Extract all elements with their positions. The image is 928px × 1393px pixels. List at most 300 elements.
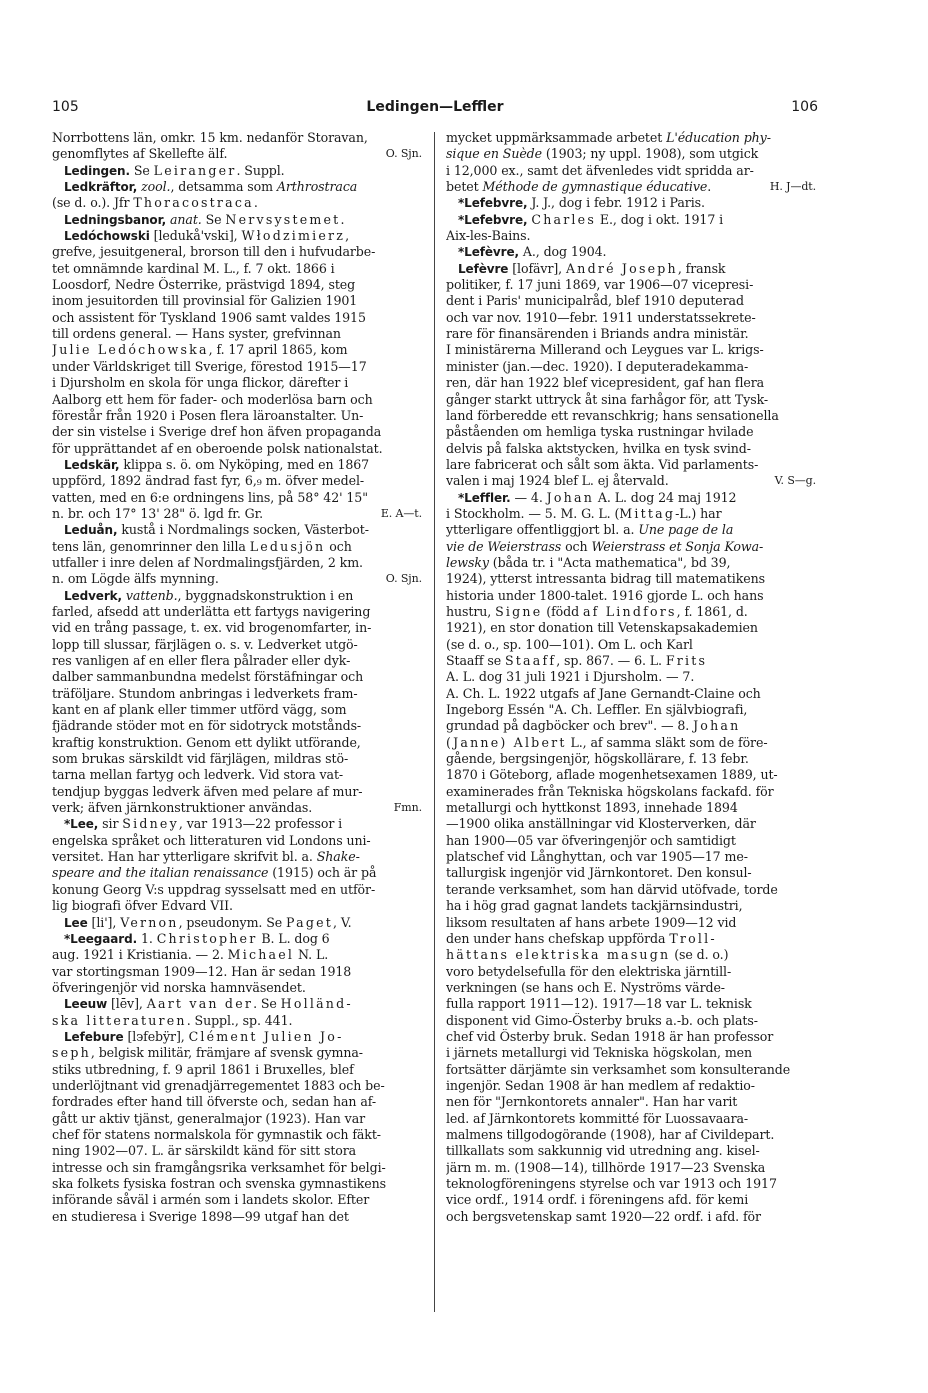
text-segment: uppförd, 1892 ändrad fast fyr, 6,₉ m. öfver medel- — [52, 473, 365, 489]
text-segment: E., dog i okt. 1917 i — [595, 211, 724, 227]
text-line — [52, 816, 422, 832]
text-line — [446, 735, 816, 751]
text-segment: utfaller i inre delen af Nordmalingsfjärden, 2 km. — [52, 554, 363, 570]
text-segment: [lэfebÿr], — [123, 1028, 189, 1044]
text-segment: ska folkets fysiska fostran och svenska gymnastikens — [52, 1176, 387, 1191]
text-segment: mycket uppmärksammade arbetet — [446, 130, 667, 145]
text-segment: Staaff se — [446, 653, 505, 668]
text-line — [52, 228, 422, 244]
text-line — [52, 849, 422, 865]
text-line — [52, 653, 422, 669]
text-line — [446, 522, 816, 538]
text-line — [52, 179, 422, 195]
author-signature: H. J—dt. — [769, 180, 816, 194]
text-segment: , — [345, 228, 350, 244]
text-segment: Frits — [665, 653, 708, 668]
text-line — [52, 898, 422, 914]
text-segment: 1921), en stor donation till Vetenskapsakademien — [446, 620, 758, 636]
text-segment: ingenjör. Sedan 1908 är han medlem af redaktio- — [446, 1077, 755, 1093]
text-segment: lopp till slussar, färjlägen o. s. v. Ledverket utgö- — [52, 636, 358, 652]
text-segment: (se d. o.) — [670, 947, 729, 963]
text-line — [52, 1013, 422, 1029]
text-segment: led. af Järnkontorets kommitté för Luossavaara- — [446, 1110, 749, 1126]
text-line — [446, 342, 816, 358]
text-segment: res vanligen af en eller flera pålrader eller dyk- — [52, 653, 351, 668]
text-segment: B. L. dog 6 — [257, 930, 330, 946]
text-segment: Christopher — [156, 930, 258, 946]
text-line — [446, 686, 816, 702]
text-segment: . Suppl., sp. 441. — [186, 1012, 293, 1028]
text-segment: liksom resultaten af hans arbete 1909—12 vid — [446, 914, 737, 930]
entry-headword: Lefèvre — [458, 261, 509, 276]
text-line — [52, 293, 422, 309]
text-segment: tillkallats som sakkunnig vid utredning ang. kisel- — [446, 1143, 760, 1159]
text-segment: [li'], — [87, 914, 121, 930]
text-line — [446, 1127, 816, 1143]
text-line — [52, 947, 422, 963]
text-segment: vice ordf., 1914 ordf. i föreningens afd. för kemi — [446, 1192, 749, 1208]
text-line — [52, 931, 422, 947]
text-segment: Aix-les-Bains. — [446, 228, 531, 244]
text-segment: lare fabricerat och sålt som äkta. Vid parlaments- — [446, 456, 759, 472]
text-line — [52, 375, 422, 391]
text-segment: Mittag — [619, 505, 676, 521]
entry-headword: Ledóchowski — [64, 229, 150, 244]
text-segment: Vernon — [120, 914, 179, 930]
text-segment: Shake- — [316, 849, 360, 865]
text-segment: terande verksamhet, som han därvid utöfvade, torde — [446, 881, 778, 897]
text-segment: , detsamma som — [170, 179, 277, 195]
text-line — [52, 882, 422, 898]
text-line — [52, 751, 422, 767]
text-segment: chef vid Österby bruk. Sedan 1918 är han professor — [446, 1028, 774, 1044]
text-segment: sir — [98, 816, 123, 832]
text-line — [52, 1062, 422, 1078]
text-segment: intresse och sin framgångsrika verksamhet för belgi- — [52, 1159, 386, 1175]
text-segment: rare för finansärenden i Briands andra ministär. — [446, 326, 749, 342]
text-line — [446, 669, 816, 685]
text-line — [446, 277, 816, 293]
text-segment: , fransk — [677, 260, 726, 276]
text-segment: ska litteraturen — [52, 1012, 187, 1028]
text-segment: [lofävr], — [508, 260, 566, 276]
text-line — [52, 980, 422, 996]
text-segment: under Världskriget till Sverige, förestod 1915—17 — [52, 358, 367, 374]
text-segment: aug. 1921 i Kristiania. — 2. — [52, 947, 228, 963]
text-segment: verk; äfven järnkonstruktioner användas. — [52, 800, 313, 816]
text-segment: fordrades efter hand till öfverste och, sedan han af- — [52, 1094, 377, 1110]
text-segment: Aart van der — [146, 996, 254, 1012]
text-line — [446, 146, 816, 162]
text-line — [446, 849, 816, 865]
text-segment: (se d. o., sp. 100—101). Om L. och Karl — [446, 636, 693, 652]
text-segment: (född — [542, 603, 583, 619]
text-line — [446, 915, 816, 931]
text-line — [52, 310, 422, 326]
text-segment: till ordens general. — Hans syster, grefvinnan — [52, 326, 341, 342]
text-segment: Clément Julien Jo- — [188, 1028, 344, 1044]
text-segment: anat. — [170, 211, 202, 227]
text-segment: speare and the italian renaissance — [52, 865, 269, 881]
text-line — [446, 261, 816, 277]
text-segment: han 1900—05 var öfveringenjör och samtidigt — [446, 832, 736, 848]
text-line — [52, 620, 422, 636]
text-segment: examinerades från Tekniska högskolans fackafd. för — [446, 783, 774, 799]
text-segment: , belgisk militär, främjare af svensk gymna- — [90, 1045, 363, 1061]
entry-headword: Ledskär, — [64, 457, 120, 472]
text-segment: förestår från 1920 i Posen flera läroanstalter. Un- — [52, 407, 364, 423]
text-segment: . — [707, 179, 712, 195]
page-header — [52, 98, 818, 116]
text-segment: dent i Paris' municipalråd, blef 1910 deputerad — [446, 293, 744, 309]
text-line — [52, 735, 422, 751]
text-segment: A. L. dog 24 maj 1912 — [594, 489, 737, 505]
text-line — [446, 457, 816, 473]
text-line — [446, 1045, 816, 1061]
text-line — [446, 833, 816, 849]
text-segment: och var nov. 1910—febr. 1911 understatssekrete- — [446, 309, 756, 325]
text-segment: L'éducation phy- — [666, 130, 771, 145]
text-segment: hustru, — [446, 603, 496, 619]
text-line — [446, 293, 816, 309]
text-segment: Aalborg ett hem för fader- och moderlösa barn och — [52, 391, 373, 407]
text-segment: tallurgisk ingenjör vid Järnkontoret. Den konsul- — [446, 865, 752, 881]
text-segment: ha i hög grad gagnat landets tackjärnsindustri, — [446, 898, 743, 914]
text-segment: Une page de la — [638, 522, 734, 538]
text-segment: . — [340, 211, 345, 227]
text-segment: , sp. 867. — 6. L. — [556, 653, 666, 668]
text-segment: underlöjtnant vid grenadjärregementet 1883 och be- — [52, 1077, 385, 1093]
text-segment: Ingeborg Essén "A. Ch. Leffler. En självbiografi, — [446, 702, 748, 718]
text-line — [52, 833, 422, 849]
text-segment: kraftig konstruktion. Genom ett dylikt utförande, — [52, 734, 361, 750]
text-line — [446, 490, 816, 506]
text-segment: en studieresa i Sverige 1898—99 utgaf han det — [52, 1208, 349, 1224]
text-line — [446, 784, 816, 800]
text-line — [446, 212, 816, 228]
text-segment: Se — [129, 162, 154, 178]
text-line — [52, 359, 422, 375]
entry-headword: Lee — [64, 915, 88, 930]
text-segment: dalber sammanbundna medelst förstäfningar och — [52, 669, 364, 685]
text-segment: teknologföreningens styrelse och var 1913 och 1917 — [446, 1176, 777, 1191]
text-line — [52, 539, 422, 555]
text-segment: inom jesuitorden till provinsial för Galizien 1901 — [52, 293, 358, 309]
text-segment: och bergsvetenskap samt 1920—22 ordf. i afd. för — [446, 1208, 761, 1224]
text-line — [446, 1209, 816, 1225]
entry-headword: *Lee, — [64, 817, 99, 832]
text-line — [446, 359, 816, 375]
text-line — [52, 1176, 422, 1192]
text-line — [52, 1029, 422, 1045]
text-line — [446, 588, 816, 604]
text-line — [52, 555, 422, 571]
text-line — [52, 244, 422, 260]
text-segment: 1924), ytterst intressanta bidrag till matematikens — [446, 571, 765, 587]
text-segment: (Janne) Albert — [446, 734, 567, 750]
text-line — [52, 865, 422, 881]
text-line — [446, 392, 816, 408]
text-segment: delvis på falska aktstycken, hvilka en tysk svind- — [446, 440, 751, 456]
text-segment: [ledukå'vski], — [149, 228, 242, 244]
text-segment: vid en trång passage, t. ex. vid brogenomfarter, in- — [52, 620, 372, 636]
text-segment: ning 1902—07. L. är särskildt känd för sitt stora — [52, 1143, 357, 1159]
text-segment: Weierstrass et Sonja Kowa- — [591, 538, 764, 554]
text-line — [446, 1029, 816, 1045]
author-signature: O. Sjn. — [385, 147, 422, 161]
text-line — [446, 375, 816, 391]
text-segment: land förberedde ett revanschkrig; hans sensationella — [446, 407, 779, 423]
text-line — [52, 163, 422, 179]
author-signature: Fmn. — [393, 801, 422, 815]
text-line — [52, 424, 422, 440]
text-segment: tet omnämnde kardinal M. L., f. 7 okt. 1866 i — [52, 260, 335, 276]
text-segment: som brukas särskildt vid färjlägen, mildras stö- — [52, 751, 349, 767]
text-segment: . — [253, 195, 258, 211]
text-line — [52, 392, 422, 408]
text-segment: Arthrostraca — [276, 179, 358, 195]
text-segment: hättans elektriska masugn — [446, 947, 671, 963]
text-segment: Se — [201, 211, 226, 227]
text-line — [446, 228, 816, 244]
text-segment: genomflytes af Skellefte älf. — [52, 146, 228, 162]
text-segment: kant en af plank eller timmer utförd vägg, som — [52, 702, 347, 718]
text-segment: verkningen (se hans och E. Nyströms värde- — [446, 979, 725, 995]
text-line — [52, 1078, 422, 1094]
text-segment: och — [325, 538, 352, 554]
text-line — [52, 767, 422, 783]
entry-headword: Ledkräftor, — [64, 180, 138, 195]
text-segment: A. L. dog 31 juli 1921 i Djursholm. — 7. — [446, 669, 695, 685]
text-line — [446, 767, 816, 783]
text-segment: fortsätter därjämte sin verksamhet som konsulterande — [446, 1061, 791, 1077]
text-line — [446, 195, 816, 211]
text-segment: tens län, genomrinner den lilla — [52, 538, 250, 554]
text-segment: i järnets metallurgi vid Tekniska högskolan, men — [446, 1045, 753, 1061]
text-line — [446, 441, 816, 457]
text-segment: n. om Lögde älfs mynning. — [52, 571, 219, 587]
entry-headword: Ledingen. — [64, 163, 130, 178]
text-segment: gånger starkt uttryck åt sina farhågor för, att Tysk- — [446, 391, 769, 407]
text-line — [52, 473, 422, 489]
text-segment: der sin vistelse i Sverige dref hon äfven propaganda — [52, 424, 382, 440]
text-segment: Paget — [286, 914, 334, 930]
text-segment: betet — [446, 179, 483, 195]
text-segment: (1903; ny uppl. 1908), som utgick — [542, 146, 759, 162]
text-segment: införande såväl i armén som i landets skolor. Efter — [52, 1192, 370, 1208]
text-line — [52, 718, 422, 734]
text-line — [52, 1209, 422, 1225]
text-line — [446, 1013, 816, 1029]
text-line — [52, 964, 422, 980]
text-line — [446, 1062, 816, 1078]
text-segment: Troll- — [669, 930, 717, 946]
text-segment: , V. — [333, 914, 352, 930]
text-line — [446, 1160, 816, 1176]
text-segment: valen i maj 1924 blef L. ej återvald. — [446, 473, 669, 489]
text-segment: klippa s. ö. om Nyköping, med en 1867 — [119, 456, 370, 472]
text-segment: konung Georg V:s uppdrag sysselsatt med en utför- — [52, 881, 376, 897]
text-segment: Włodzimierz — [241, 228, 346, 244]
text-line — [446, 816, 816, 832]
text-segment: Johan — [546, 489, 595, 505]
text-segment: A. Ch. L. 1922 utgafs af Jane Gernandt-Claine och — [446, 685, 761, 701]
text-segment: N. L. — [294, 947, 329, 963]
text-line — [52, 506, 422, 522]
text-segment: lewsky — [446, 554, 489, 570]
text-line — [446, 571, 816, 587]
text-segment: n. br. och 17° 13' 28" ö. lgd fr. Gr. — [52, 505, 264, 521]
entry-headword: Leeuw — [64, 997, 108, 1012]
text-line — [446, 604, 816, 620]
text-line — [446, 882, 816, 898]
text-line — [52, 996, 422, 1012]
text-line — [446, 898, 816, 914]
text-segment: kustå i Nordmalings socken, Västerbot- — [117, 522, 369, 538]
text-segment: tarna mellan fartyg och ledverk. Vid stora vat- — [52, 767, 344, 783]
text-line — [446, 179, 816, 195]
text-line — [52, 130, 422, 146]
text-segment: och — [561, 538, 592, 554]
text-line — [446, 130, 816, 146]
text-segment: , byggnadskonstruktion i en — [177, 587, 354, 603]
entry-headword: *Leffler. — [458, 490, 511, 505]
left-column — [52, 130, 422, 1225]
text-line — [446, 996, 816, 1012]
text-segment: Méthode de gymnastique éducative — [482, 179, 708, 195]
text-segment: grefve, jesuitgeneral, brorson till den i hufvudarbe- — [52, 244, 376, 260]
text-line — [52, 277, 422, 293]
text-segment: —1900 olika anställningar vid Klosterverken, där — [446, 816, 756, 832]
text-segment: i 12,000 ex., samt det äfvenledes vidt spridda ar- — [446, 162, 754, 178]
text-line — [446, 424, 816, 440]
text-line — [52, 342, 422, 358]
text-segment: zool. — [141, 179, 171, 195]
text-segment: stiks utbredning, f. 9 april 1861 i Bruxelles, blef — [52, 1061, 354, 1077]
text-line — [446, 653, 816, 669]
text-line — [446, 865, 816, 881]
text-line — [446, 800, 816, 816]
text-line — [52, 800, 422, 816]
text-segment: sique en Suède — [446, 146, 542, 162]
text-line — [52, 1111, 422, 1127]
text-line — [446, 702, 816, 718]
text-segment: Michael — [227, 947, 295, 963]
text-segment: (se d. o.). Jfr — [52, 195, 134, 211]
text-line — [52, 1143, 422, 1159]
text-segment: metallurgi och hyttkonst 1893, innehade 1894 — [446, 800, 738, 816]
text-line — [446, 555, 816, 571]
text-segment: -L.) har — [675, 505, 722, 521]
text-segment: lig biografi öfver Edvard VII. — [52, 898, 233, 914]
text-segment: (1915) och är på — [268, 865, 377, 881]
text-segment: Thoracostraca — [133, 195, 254, 211]
text-segment: nen för "Jernkontorets annaler". Han har varit — [446, 1094, 738, 1110]
text-line — [52, 604, 422, 620]
entry-headword: *Lefèvre, — [458, 245, 519, 260]
text-segment: . Suppl. — [236, 162, 285, 178]
text-line — [52, 212, 422, 228]
text-segment: engelska språket och litteraturen vid Londons uni- — [52, 832, 371, 848]
text-line — [446, 1143, 816, 1159]
text-segment: Sidney — [122, 816, 179, 832]
text-segment: Holländ- — [280, 996, 353, 1012]
text-line — [446, 163, 816, 179]
text-line — [446, 473, 816, 489]
text-line — [446, 310, 816, 326]
text-line — [446, 620, 816, 636]
entry-headword: *Lefebvre, — [458, 212, 528, 227]
text-line — [446, 947, 816, 963]
text-segment: André Joseph — [565, 260, 678, 276]
text-segment: var stortingsman 1909—12. Han är sedan 1918 — [52, 963, 352, 979]
text-line — [52, 702, 422, 718]
entry-headword: *Lefebvre, — [458, 196, 528, 211]
author-signature: V. S—g. — [774, 474, 816, 488]
text-segment: fjädrande stöder mot en för sidotryck motstånds- — [52, 718, 362, 734]
text-segment: seph — [52, 1045, 91, 1061]
text-line — [52, 195, 422, 211]
text-segment: Johan — [693, 718, 741, 734]
text-segment: minister (jan.—dec. 1920). I deputeradekamma- — [446, 358, 749, 374]
text-segment: voro betydelsefulla för den elektriska järntill- — [446, 963, 732, 979]
text-segment: , f. 17 april 1865, kom — [208, 342, 348, 358]
text-segment: historia under 1800-talet. 1916 gjorde L. och hans — [446, 587, 764, 603]
text-segment: , f. 1861, d. — [676, 603, 748, 619]
text-line — [52, 686, 422, 702]
text-segment: järn m. m. (1908—14), tillhörde 1917—23 Svenska — [446, 1159, 766, 1175]
text-segment: fulla rapport 1911—12). 1917—18 var L. teknisk — [446, 996, 752, 1012]
entry-headword: *Leegaard. — [64, 931, 138, 946]
text-line — [52, 784, 422, 800]
text-line — [446, 931, 816, 947]
text-line — [52, 1094, 422, 1110]
text-line — [446, 539, 816, 555]
text-segment: Ledusjön — [249, 538, 326, 554]
text-segment: Loosdorf, Nedre Österrike, prästvigd 1894, steg — [52, 277, 356, 293]
text-segment: för upprättandet af en oberoende polsk nationalstat. — [52, 440, 383, 456]
text-segment: och assistent för Tyskland 1906 samt valdes 1915 — [52, 309, 366, 325]
text-segment: i Djursholm en skola för unga flickor, därefter i — [52, 375, 349, 391]
text-segment: träföljare. Stundom anbringas i ledverkets fram- — [52, 685, 358, 701]
text-segment: ytterligare offentliggjort bl. a. — [446, 522, 639, 538]
text-line — [52, 637, 422, 653]
text-line — [446, 326, 816, 342]
text-segment: platschef vid Långhyttan, och var 1905—17 me- — [446, 849, 748, 865]
text-segment: vatten, med en 6:e ordningens lins, på 58° 42' 15" — [52, 489, 368, 505]
text-segment: versitet. Han har ytterligare skrifvit bl. a. — [52, 849, 317, 865]
entry-headword: Lefebure — [64, 1029, 124, 1044]
text-segment: gått ur aktiv tjänst, generalmajor (1923). Han var — [52, 1110, 366, 1126]
text-line — [52, 457, 422, 473]
text-line — [446, 964, 816, 980]
text-line — [52, 571, 422, 587]
text-segment: (båda tr. i "Acta mathematica", bd 39, — [488, 554, 731, 570]
page-number-left: 105 — [52, 99, 79, 115]
text-segment: grundad på dagböcker och brev". — 8. — [446, 718, 694, 734]
right-column — [446, 130, 816, 1225]
column-divider — [434, 132, 435, 1312]
text-line — [446, 1078, 816, 1094]
text-segment: I ministärerna Millerand och Leygues var L. krigs- — [446, 342, 764, 358]
text-segment: disponent vid Gimo-Österby bruks a.-b. och plats- — [446, 1012, 758, 1028]
text-line — [52, 915, 422, 931]
text-line — [52, 1160, 422, 1176]
text-line — [52, 1045, 422, 1061]
text-segment: i Stockholm. — 5. M. G. L. ( — [446, 505, 620, 521]
text-line — [52, 1192, 422, 1208]
text-line — [52, 441, 422, 457]
